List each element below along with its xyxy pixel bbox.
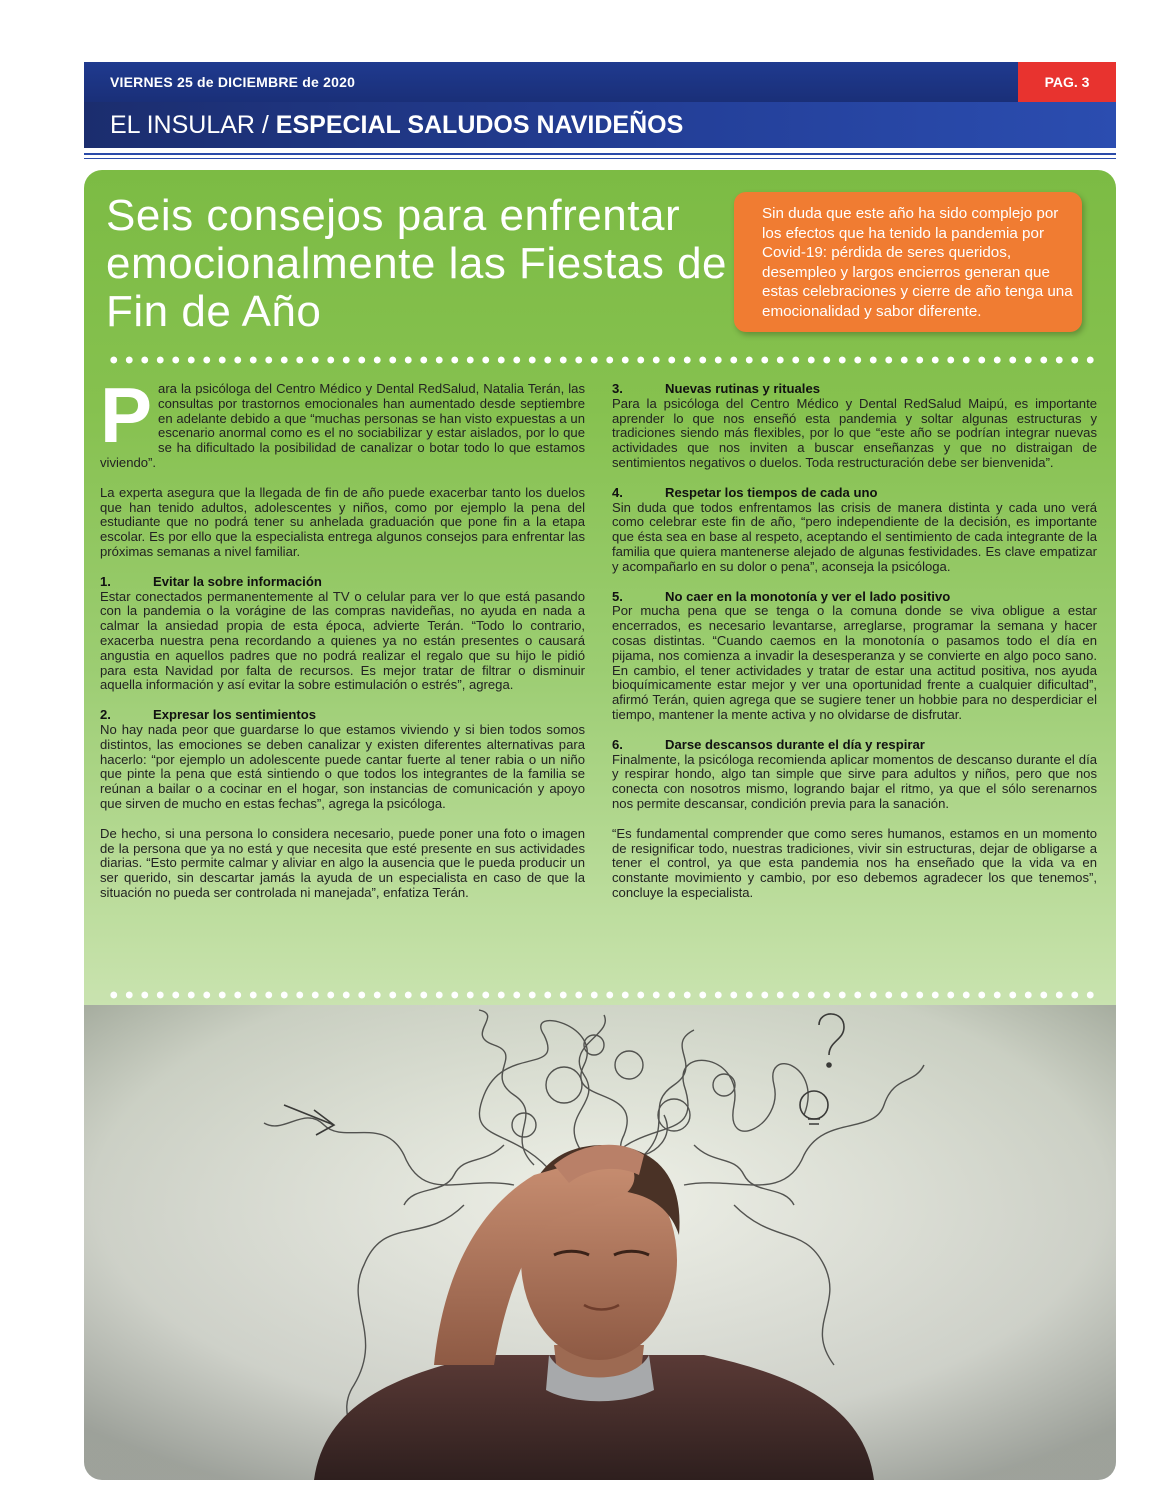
tip-number: 1.: [100, 573, 111, 589]
publication-section: [110, 111, 683, 140]
tip-text: Sin duda que todos enfrentamos las crisis de manera distinta y cada uno verá como celebrar este fin de año, “pero independiente de la decisión, es importante que ésta sea en base al respeto, aceptando el sentimiento de cada integrante de la familia que quiera mantenerse alejado de algunas festividades. Es clave empatizar y acompañarlo en su dolor o pena”, aconseja la psicóloga.: [612, 499, 1097, 574]
stressed-man-illustration: [84, 1005, 1116, 1480]
tip-heading: [612, 738, 1097, 753]
article-column-right: [612, 382, 1097, 916]
tip-heading: [100, 708, 585, 723]
article-panel: [84, 170, 1116, 1480]
tip-text: Finalmente, la psicóloga recomienda aplicar momentos de descanso durante el día y respirar hondo, algo tan simple que sirve para adultos y niños, pero que nos conecta con nosotros mismo, logrando bajar el ritmo, ya que el sólo serenarnos nos permite descansar, condición previa para la sanación.: [612, 751, 1097, 811]
intro-text: ara la psicóloga del Centro Médico y Dental RedSalud, Natalia Terán, las consultas por trastornos emocionales han aumentado desde septiembre en adelante debido a que “muchas personas se han visto expuestas a un escenario anormal como es el no sociabilizar y estar aislados, por lo que se ha dificultado la posibilidad de canalizar o botar todo lo que estamos viviendo”.: [100, 381, 585, 470]
header-rule-thin: [84, 158, 1116, 159]
tip-title: No caer en la monotonía y ver el lado positivo: [665, 588, 951, 604]
tip-title: Darse descansos durante el día y respirar: [665, 736, 925, 752]
tip-heading: [612, 590, 1097, 605]
tip-text: Para la psicóloga del Centro Médico y Dental RedSalud Maipú, es importante aprender lo que nos enseñó esta pandemia y soltar algunas estructuras y tradiciones siendo más flexibles, por lo que “este año se podrían integrar nuevas actividades que nos inviten a buscar enseñanzas y que no distraigan de sentimientos negativos o duelos. Toda restructuración debe ser bienvenida”.: [612, 395, 1097, 470]
header-top-bar: [84, 62, 1116, 102]
publication-name: EL INSULAR /: [110, 111, 276, 139]
tip-number: 4.: [612, 484, 623, 500]
page-number: PAG. 3: [1018, 62, 1116, 102]
tip-title: Expresar los sentimientos: [153, 707, 317, 723]
dotted-divider-top: [106, 356, 1098, 364]
photo-paragraph: De hecho, si una persona lo considera necesario, puede poner una foto o imagen de la persona que ya no está y que necesita que esté presente en sus actividades diarias. “Esto permite calmar y aliviar en algo la ausencia que le pueda producir un ser querido, sin descartar jamás la ayuda de un especialista en caso de que la situación no pueda ser controlada ni manejada”, enfatiza Terán.: [100, 825, 585, 900]
tip-number: 3.: [612, 381, 623, 396]
tip-heading: [612, 486, 1097, 501]
tip-title: Nuevas rutinas y rituales: [665, 381, 821, 396]
tip-heading: [612, 382, 1097, 397]
header-section-bar: [84, 102, 1116, 148]
tip-text: Estar conectados permanentemente al TV o celular para ver lo que está pasando con la pandemia o la vorágine de las compras navideñas, no ayuda en nada a calmar la ansiedad propia de esta época, advierte Terán. “Todo lo contrario, exacerba nuestra pena recordando a quienes ya no están presentes o causará angustia en aquellos padres que no podrá realizar el regalo que su hijo le pidió para esta Navidad por falta de recursos. Es mejor tratar de filtrar o disminuir aquella información y así evitar la sobre estimulación o estrés”, agrega.: [100, 588, 585, 693]
dotted-divider-bottom: [106, 991, 1098, 999]
tip-title: Evitar la sobre información: [153, 573, 322, 589]
tip-text: No hay nada peor que guardarse lo que estamos viviendo y si bien todos somos distintos, las emociones se deben canalizar y existen diferentes alternativas para hacerlo: “por ejemplo un adolescente puede cantar fuerte al tener rabia o un niño que pinte la pena que está sintiendo o que todos los integrantes de la familia se reúnan a bailar o a cocinar en el hogar, son instancias de comunicación y apoyo que sirven de mucho en estas fechas”, agrega la psicóloga.: [100, 721, 585, 811]
tip-number: 5.: [612, 588, 623, 604]
tip-number: 6.: [612, 736, 623, 752]
callout-text: Sin duda que este año ha sido complejo por los efectos que ha tenido la pandemia por Covid-19: pérdida de seres queridos, desempleo y largos encierros generan que estas celebraciones y cierre de año tenga una emocionalidad y sabor diferente.: [762, 205, 1073, 320]
section-name: ESPECIAL SALUDOS NAVIDEÑOS: [275, 111, 684, 139]
tip-heading: [100, 575, 585, 590]
intro-paragraph: [100, 371, 585, 471]
tip-text: Por mucha pena que se tenga o la comuna donde se viva obligue a estar encerrados, es necesario levantarse, arreglarse, programar la semana y hacer cosas distintas. “Cuando caemos en la monotonía o pasamos todo el día en pijama, nos comienza a invadir la desesperanza y se convierte en algo poco sano. En cambio, el tener actividades y tratar de estar una actitud positiva, nos ayuda bioquímicamente estar mejor y ver una oportunidad frente a cualquier dificultad”, afirmó Terán, quien agrega que se sugiere tener un hobbie para no desperdiciar el tiempo, mantener la mente activa y no olvidarse de disfrutar.: [612, 603, 1097, 722]
article-title: Seis consejos para enfrentar emocionalmente las Fiestas de Fin de Año: [106, 191, 728, 336]
tip-number: 2.: [100, 707, 111, 723]
drop-cap: P: [100, 371, 153, 459]
article-column-left: [100, 371, 585, 916]
article-callout-box: [734, 192, 1082, 332]
closing-paragraph: “Es fundamental comprender que como seres humanos, estamos en un momento de resignificar todo, nuestras tradiciones, vivir sin estructuras, dejar de obligarse a tener el control, ya que esta pandemia nos ha enseñado que la vida va en constante movimiento y cambio, por eso debemos agradecer los que tenemos”, concluye la especialista.: [612, 825, 1097, 900]
issue-date: VIERNES 25 de DICIEMBRE de 2020: [110, 74, 356, 90]
intro-paragraph-2: La experta asegura que la llegada de fin de año puede exacerbar tanto los duelos que han tenido adultos, adolescentes y niños, como por ejemplo la pena del estudiante que no podrá tener su anhelada graduación que pone fin a la etapa escolar. Es por ello que la especialista entrega algunos consejos para enfrentar las próximas semanas a nivel familiar.: [100, 484, 585, 559]
header-rule: [84, 153, 1116, 155]
tip-title: Respetar los tiempos de cada uno: [665, 484, 878, 500]
